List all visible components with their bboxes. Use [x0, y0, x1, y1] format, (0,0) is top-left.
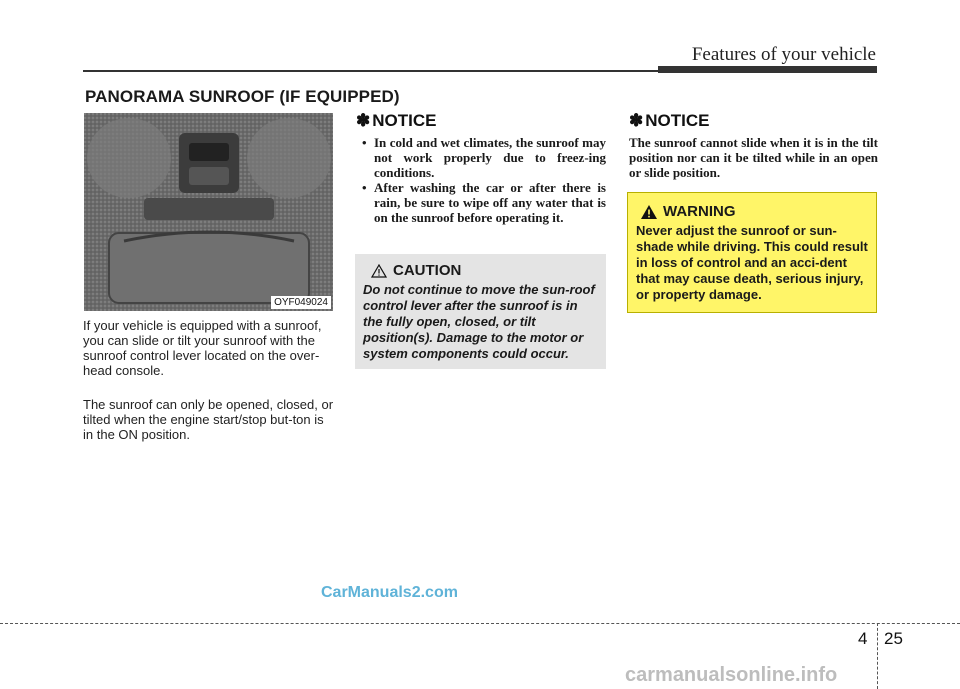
notice-list	[356, 135, 606, 225]
warning-triangle-icon	[640, 204, 658, 220]
body-paragraph-2: The sunroof can only be opened, closed, or tilted when the engine start/stop but-ton is in the ON position.	[83, 397, 334, 442]
page-number: 25	[884, 629, 903, 648]
bullet-icon: •	[362, 180, 367, 195]
caution-text: Do not continue to move the sun-roof control lever after the sunroof is in the fully open, closed, or tilt position(s). Damage to the motor or system components could occur.	[363, 282, 595, 361]
chapter-number: 4	[858, 629, 868, 648]
bullet-icon: •	[362, 135, 367, 150]
header-rule	[83, 70, 658, 72]
caution-triangle-icon	[371, 264, 387, 278]
warning-box	[627, 192, 877, 313]
list-item	[356, 135, 606, 180]
warning-title: WARNING	[663, 203, 736, 220]
star-icon: ✽	[629, 111, 644, 130]
notice-title-1	[356, 111, 436, 131]
list-item	[356, 180, 606, 225]
footer-divider	[877, 623, 878, 689]
overhead-console-illustration	[84, 113, 333, 311]
overhead-console-photo	[84, 113, 333, 311]
warning-text: Never adjust the sunroof or sun-shade while driving. This could result in loss of control and an acci-dent that may cause death, serious injury, or property damage.	[636, 223, 868, 302]
notice-label: NOTICE	[372, 111, 437, 130]
body-paragraph-1: If your vehicle is equipped with a sunroof, you can slide or tilt your sunroof with the sunroof control lever located on the over-head console.	[83, 318, 322, 378]
notice-title-2	[629, 111, 709, 131]
header-rule-accent	[658, 66, 877, 73]
caution-box	[355, 254, 606, 369]
watermark-link[interactable]: CarManuals2.com	[321, 584, 458, 601]
list-item-text: In cold and wet climates, the sunroof may not work properly due to freez-ing conditions.	[374, 135, 606, 180]
photo-code: OYF049024	[271, 296, 331, 309]
footer-rule	[0, 623, 960, 624]
header-title: Features of your vehicle	[691, 44, 876, 65]
bottom-watermark: carmanualsonline.info	[625, 664, 838, 686]
notice-label: NOTICE	[645, 111, 710, 130]
caution-title: CAUTION	[393, 262, 462, 279]
section-title: PANORAMA SUNROOF (IF EQUIPPED)	[85, 87, 400, 106]
notice-text-2: The sunroof cannot slide when it is in the tilt position nor can it be tilted while in an open or slide position.	[629, 135, 878, 180]
star-icon: ✽	[356, 111, 371, 130]
warning-header	[640, 203, 868, 220]
list-item-text: After washing the car or after there is rain, be sure to wipe off any water that is on the sunroof before operating it.	[374, 180, 606, 225]
caution-header	[371, 262, 598, 279]
